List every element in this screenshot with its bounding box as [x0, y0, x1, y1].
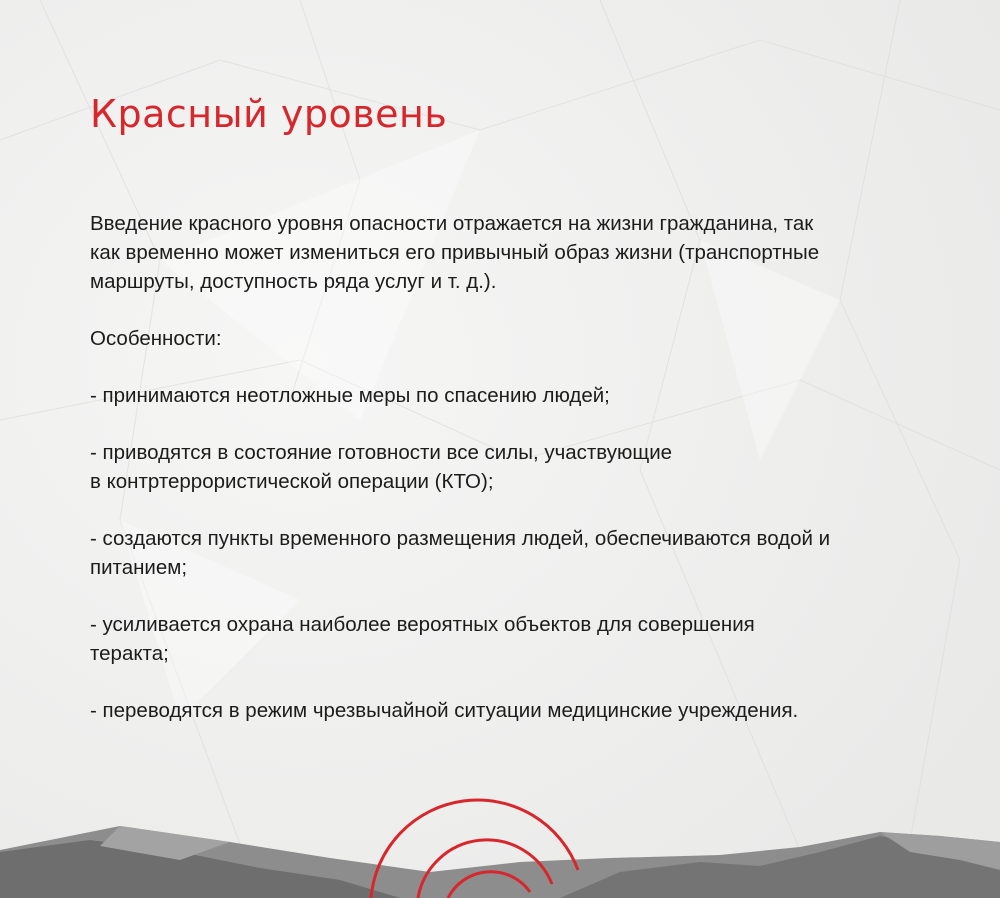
- feature-line: - принимаются неотложные меры по спасению людей;: [90, 384, 610, 407]
- feature-line: - усиливается охрана наиболее вероятных объектов для совершения: [90, 613, 755, 636]
- intro-line: Введение красного уровня опасности отражается на жизни гражданина, так: [90, 212, 814, 235]
- feature-line: - создаются пункты временного размещения людей, обеспечиваются водой и: [90, 527, 831, 550]
- feature-line: - переводятся в режим чрезвычайной ситуации медицинские учреждения.: [90, 699, 799, 722]
- intro-line: маршруты, доступность ряда услуг и т. д.).: [90, 270, 497, 293]
- mountains-graphic: [0, 826, 1000, 898]
- feature-line: питанием;: [90, 556, 188, 579]
- feature-line: - приводятся в состояние готовности все силы, участвующие: [90, 441, 673, 464]
- feature-line: теракта;: [90, 642, 169, 665]
- features-heading: Особенности:: [90, 327, 222, 350]
- intro-line: как временно может измениться его привычный образ жизни (транспортные: [90, 241, 820, 264]
- feature-line: в контртеррористической операции (КТО);: [90, 470, 494, 493]
- page-title: Красный уровень: [90, 92, 448, 136]
